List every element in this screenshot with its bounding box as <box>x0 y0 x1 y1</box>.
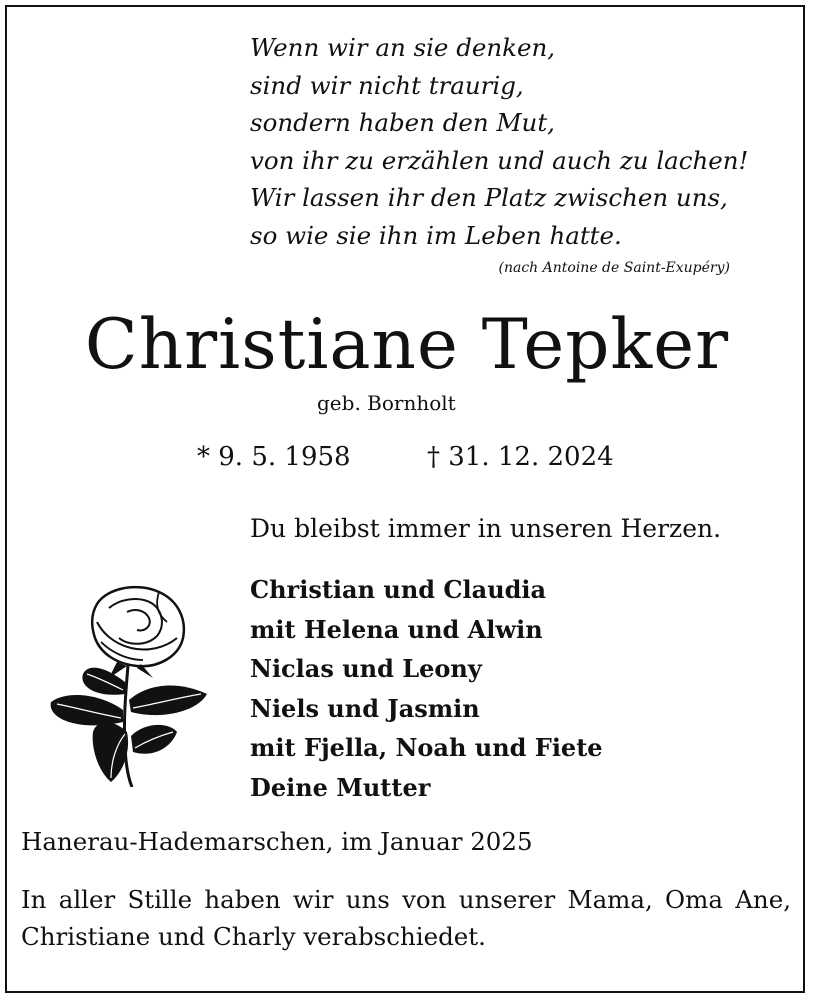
birth-date: * 9. 5. 1958 <box>197 442 351 472</box>
deceased-name: Christiane Tepker <box>84 305 730 385</box>
mourner-name: Niclas und Leony <box>250 654 482 683</box>
place-and-date: Hanerau-Hademarschen, im Januar 2025 <box>21 827 533 856</box>
maiden-name: geb. Bornholt <box>317 391 456 415</box>
poem-line: sind wir nicht traurig, <box>250 70 524 100</box>
closing-text: In aller Stille haben wir uns von unserer Mama, Oma Ane, Christiane und Charly verabschiedet. <box>21 885 791 951</box>
motto: Du bleibst immer in unseren Herzen. <box>250 514 722 543</box>
mourner-name: mit Helena und Alwin <box>250 614 543 644</box>
mourner-name: Niels und Jasmin <box>250 693 480 723</box>
poem-line: sondern haben den Mut, <box>250 108 555 137</box>
rose-icon <box>37 582 217 787</box>
death-date: † 31. 12. 2024 <box>427 442 614 472</box>
poem-line: Wenn wir an sie denken, <box>250 33 556 62</box>
poem <box>250 29 748 254</box>
poem-line: von ihr zu erzählen und auch zu lachen! <box>250 145 749 175</box>
mourner-name: Deine Mutter <box>250 772 431 802</box>
mourners-list <box>250 570 603 807</box>
poem-line: so wie sie ihn im Leben hatte. <box>250 220 622 250</box>
obituary-notice <box>5 5 805 993</box>
poem-attribution: (nach Antoine de Saint-Exupéry) <box>498 260 730 276</box>
poem-line: Wir lassen ihr den Platz zwischen uns, <box>250 183 728 212</box>
mourner-name: mit Fjella, Noah und Fiete <box>250 733 603 762</box>
mourner-name: Christian und Claudia <box>250 575 547 604</box>
